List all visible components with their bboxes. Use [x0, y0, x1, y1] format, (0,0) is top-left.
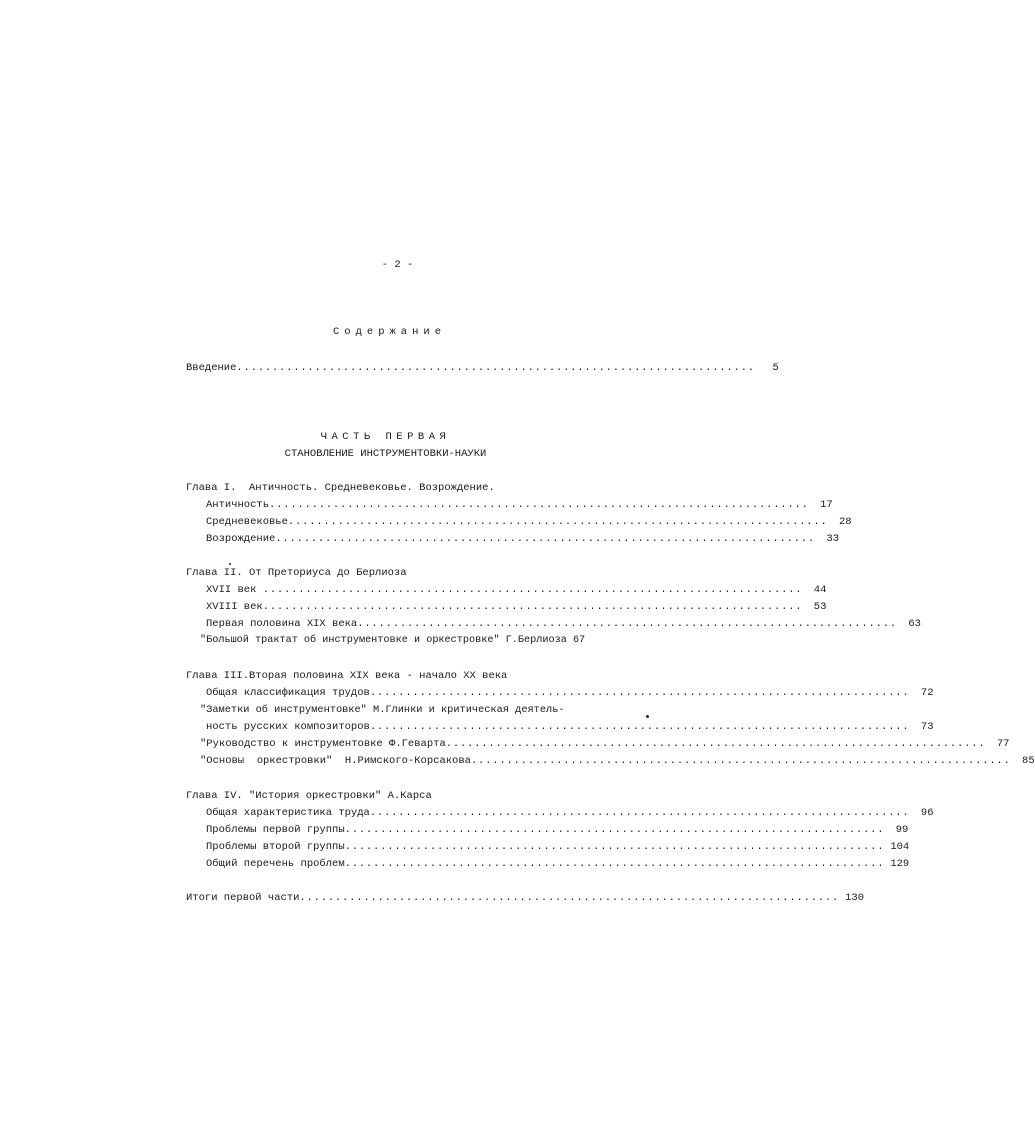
toc-entry-page: 44 [813, 584, 827, 596]
toc-entry-label: Общая характеристика труда [206, 807, 370, 819]
toc-entry-label: ность русских композиторов [206, 721, 370, 733]
toc-entry-page: 53 [813, 601, 827, 613]
chapter-heading: Глава II. От Преториуса до Берлиоза [186, 567, 407, 579]
leader-dots: ............................................................................ [275, 533, 815, 545]
toc-entry-page: 33 [826, 533, 839, 545]
scan-speck [229, 563, 231, 565]
leader-dots: ............................................................................ [357, 618, 897, 630]
leader-dots: ............................................................................ [344, 858, 885, 870]
leader-dots: ............................................................................ [299, 892, 840, 904]
toc-entry-page: 5 [772, 362, 779, 374]
toc-entry-label: Итоги первой части [186, 892, 300, 904]
toc-entry[interactable] [200, 754, 1035, 768]
leader-dots: ............................................................................ [262, 601, 803, 613]
toc-entry-page: 129 [890, 858, 910, 870]
toc-entry-page: 96 [920, 807, 934, 819]
toc-entry-label: Общий перечень проблем [206, 858, 345, 870]
toc-entry-page: 67 [572, 635, 586, 646]
toc-entry[interactable] [200, 634, 630, 648]
leader-dots: ............................................................................ [369, 807, 910, 819]
toc-entry-page: 72 [920, 687, 934, 699]
toc-entry-page: 99 [895, 824, 909, 836]
leader-dots: ............................................................................ [369, 721, 910, 733]
toc-entry-intro[interactable] [186, 361, 779, 375]
toc-entry[interactable] [206, 857, 910, 871]
leader-dots: ......................................................................... [236, 362, 755, 374]
toc-entry-label: Проблемы первой группы [206, 824, 345, 836]
toc-entry-page: 77 [996, 738, 1010, 750]
toc-entry-page: 104 [890, 841, 910, 853]
page-title: Содержание [332, 326, 446, 338]
chapter-heading: Глава I. Античность. Средневековье. Возрождение. [186, 482, 495, 494]
page-number: - 2 - [381, 259, 414, 271]
toc-entry[interactable] [206, 840, 910, 854]
toc-entry-label: Введение [186, 362, 237, 374]
leader-dots: ............................................................................ [344, 824, 885, 836]
toc-entry[interactable] [206, 617, 921, 631]
toc-entry-label: "Руководство к инструментовке Ф.Геварта [200, 738, 446, 750]
toc-entry[interactable] [206, 686, 934, 700]
toc-entry-page: 73 [920, 721, 934, 733]
toc-entry[interactable] [206, 532, 839, 546]
leader-dots: ............................................................................ [269, 499, 809, 511]
toc-entry-label: XVIII век [206, 601, 263, 613]
chapter-heading: Глава III.Вторая половина XIX века - начало XX века [186, 670, 508, 682]
toc-entry-label: Общая классификация трудов [206, 687, 370, 699]
part-subheading: СТАНОВЛЕНИЕ ИНСТРУМЕНТОВКИ-НАУКИ [284, 448, 487, 460]
toc-entry-label: Античность [206, 499, 270, 511]
scan-speck [646, 715, 649, 718]
leader-dots: ............................................................................ [262, 584, 803, 596]
toc-entry-label: Средневековье [206, 516, 288, 528]
toc-entry-label: "Большой трактат об инструментовке и оркестровке" Г.Берлиоза [200, 635, 567, 646]
chapter-heading: Глава IV. "История оркестровки" А.Карса [186, 790, 432, 802]
toc-entry-page: 63 [908, 618, 921, 630]
toc-entry[interactable] [206, 498, 833, 512]
toc-entry[interactable] [206, 823, 909, 837]
leader-dots: ............................................................................ [470, 755, 1011, 767]
toc-entry-label: Возрождение [206, 533, 276, 545]
toc-entry[interactable] [206, 515, 852, 529]
toc-entry-label: Проблемы второй группы [206, 841, 345, 853]
toc-entry-label: XVII век [206, 584, 263, 596]
leader-dots: ............................................................................ [287, 516, 828, 528]
toc-entry-page: 17 [820, 499, 833, 511]
leader-dots: ............................................................................ [445, 738, 986, 750]
toc-entry-page: 85 [1022, 755, 1035, 767]
toc-entry[interactable] [206, 600, 827, 614]
toc-entry-summary[interactable] [186, 891, 865, 905]
toc-entry[interactable] [206, 806, 934, 820]
toc-entry-label: Первая половина XIX века [206, 618, 358, 630]
leader-dots: ............................................................................ [344, 841, 885, 853]
toc-entry-page: 28 [839, 516, 852, 528]
toc-entry[interactable] [206, 720, 934, 734]
toc-entry[interactable] [200, 737, 1010, 751]
toc-entry-continued[interactable]: "Заметки об инструментовке" М.Глинки и критическая деятель- [200, 704, 565, 716]
toc-entry-label: "Основы оркестровки" Н.Римского-Корсакова [200, 755, 471, 767]
toc-entry-page: 130 [845, 892, 865, 904]
leader-dots: ............................................................................ [369, 687, 910, 699]
toc-entry[interactable] [206, 583, 827, 597]
part-heading: ЧАСТЬ ПЕРВАЯ [320, 431, 451, 443]
